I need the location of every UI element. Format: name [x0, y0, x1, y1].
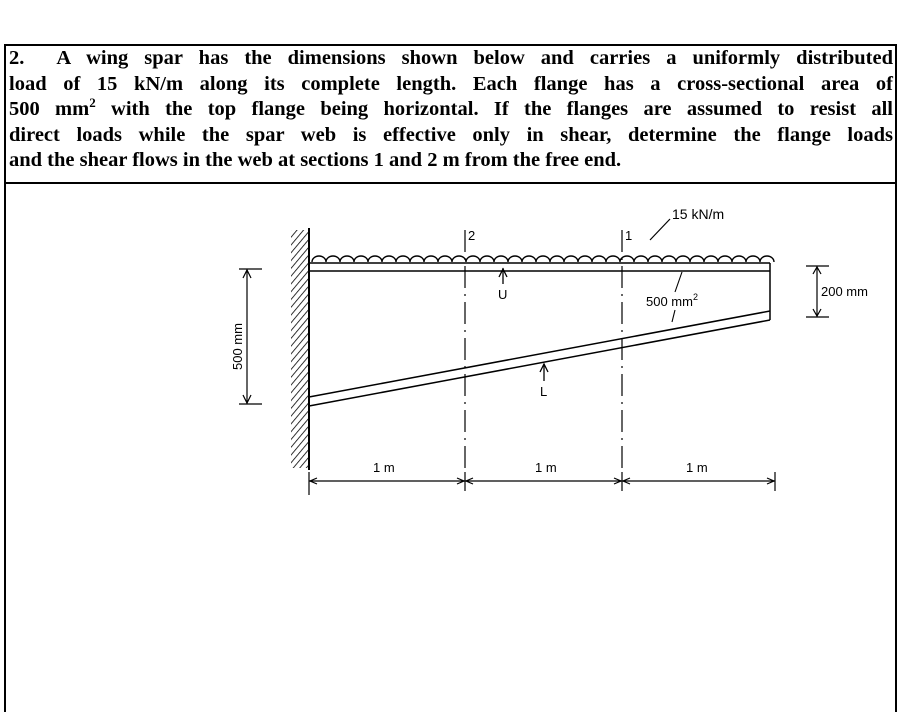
question-line-5: and the shear flows in the web at sections 1 and 2 m from the free end.	[9, 149, 622, 171]
bay-1-label: 1 m	[373, 460, 395, 475]
upper-load-label: U	[498, 287, 508, 302]
lower-flange-load-arrow	[540, 364, 548, 381]
question-line-2: load of 15 kN/m along its complete length. Each flange has a cross-sectional area of	[9, 72, 893, 95]
bay-2-label: 1 m	[535, 460, 557, 475]
root-depth-label: 500 mm	[230, 323, 245, 370]
wall-support	[291, 228, 309, 470]
flange-area-text: 500 mm	[9, 98, 90, 120]
flange-area-label-sup: 2	[692, 292, 698, 302]
flange-area-leader-top	[675, 272, 682, 292]
span-dimension	[309, 472, 775, 495]
flange-area-label	[646, 292, 698, 309]
flange-area-leader-bottom	[672, 310, 675, 322]
tip-depth-label: 200 mm	[821, 284, 868, 299]
question-line-1-text: A wing spar has the dimensions shown below and carries a uniformly distributed	[56, 47, 894, 69]
question-line-4: direct loads while the spar web is effective only in shear, determine the flange loads	[9, 123, 893, 146]
flange-area-sup: 2	[89, 95, 96, 111]
distributed-load-symbol	[312, 256, 774, 262]
section-2-label: 2	[468, 228, 476, 243]
lower-load-label: L	[540, 384, 548, 399]
load-label: 15 kN/m	[672, 206, 725, 222]
question-number: 2.	[9, 47, 25, 69]
flange-area-value: 500 mm	[646, 294, 693, 309]
load-leader	[650, 219, 670, 240]
bay-3-label: 1 m	[686, 460, 708, 475]
question-line-3-text: with the top flange being horizontal. If the flanges are assumed to resist all	[95, 98, 893, 120]
top-flange	[309, 263, 770, 271]
section-1-label: 1	[625, 228, 633, 243]
